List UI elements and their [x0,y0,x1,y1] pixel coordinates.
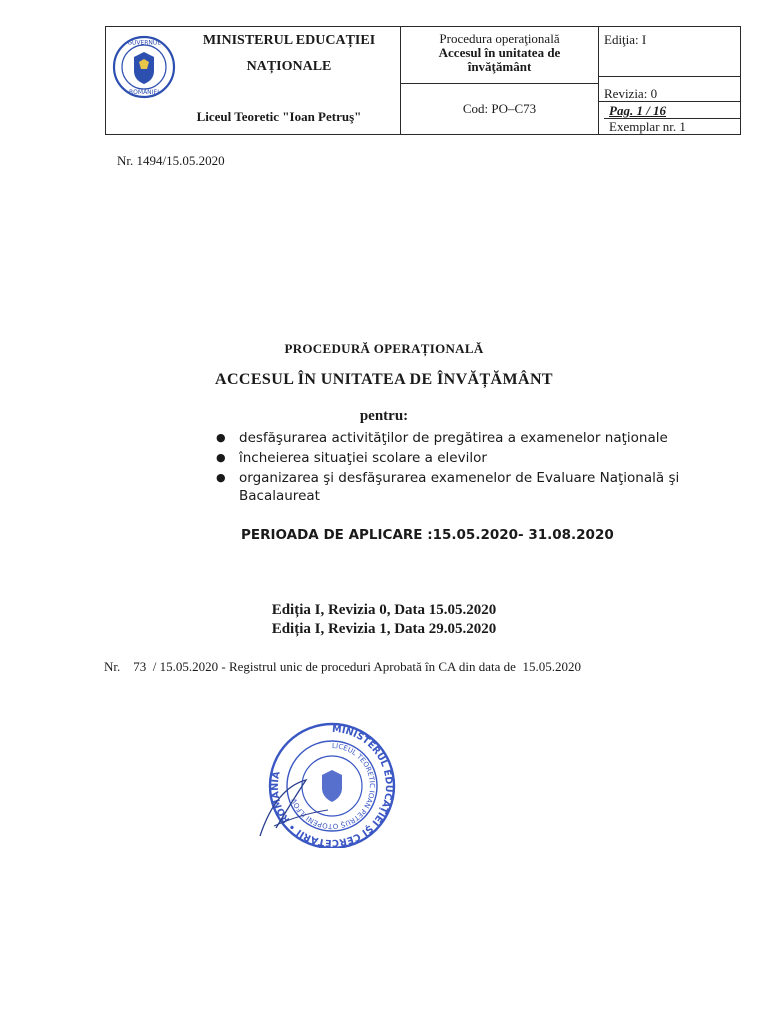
edition-line: Ediția I, Revizia 1, Data 29.05.2020 [271,621,497,637]
registry-line: Nr. 73 / 15.05.2020 - Registrul unic de proceduri Aprobată în CA din data de 15.05.2020 [104,659,581,674]
code-cell [401,84,599,135]
edition-cell: Ediţia: I [599,27,741,77]
application-period: PERIOADA DE APLICARE :15.05.2020- 31.08.2020 [241,527,614,543]
header-table [105,26,741,135]
page-number: Pag. 1 / 16 [604,102,740,119]
list-item: ● încheierea situaţiei scolare a elevilor [213,449,713,467]
copy-number: Exemplar nr. 1 [609,119,686,134]
svg-text:LICEUL TEORETIC IOAN PETRUŞ OT: LICEUL TEORETIC IOAN PETRUŞ OTOPENI ILFOV [290,741,376,831]
svg-text:GUVERNUL: GUVERNUL [127,39,161,47]
procedure-code: Cod: PO–C73 [462,101,537,116]
purpose-list [213,429,713,507]
document-number: Nr. 1494/15.05.2020 [117,153,225,168]
document-title: ACCESUL ÎN UNITATEA DE ÎNVĂȚĂMÂNT [215,371,553,388]
document-type-heading: PROCEDURĂ OPERAȚIONALĂ [284,341,484,356]
list-item: ● organizarea şi desfăşurarea examenelor de Evaluare Naţională şi Bacalaureat [213,469,713,505]
procedure-cell [401,27,599,84]
revision-cell: Revizia: 0 [599,77,741,102]
school-name: Liceul Teoretic "Ioan Petruş" [196,109,362,124]
school-stamp-icon [246,718,414,848]
page-copy-cell [599,102,741,135]
edition-line: Ediția I, Revizia 0, Data 15.05.2020 [271,602,497,618]
purpose-heading: pentru: [359,408,409,424]
ministry-name: MINISTERUL EDUCAȚIEI [202,33,376,48]
svg-text:ROMÂNIEI: ROMÂNIEI [129,89,159,96]
ministry-cell [106,27,401,135]
ministry-name-line2: NAȚIONALE [246,59,332,74]
government-crest-icon [112,35,176,99]
procedure-title: Accesul în unitatea de învăţământ [438,45,561,74]
list-item: ● desfăşurarea activităţilor de pregătirea a examenelor naţionale [213,429,713,447]
procedure-label: Procedura operaţională [439,31,560,46]
svg-text:MINISTERUL EDUCAŢIEI ŞI CERCET: MINISTERUL EDUCAŢIEI ŞI CERCETĂRII • ROMÂNIA [269,723,395,848]
